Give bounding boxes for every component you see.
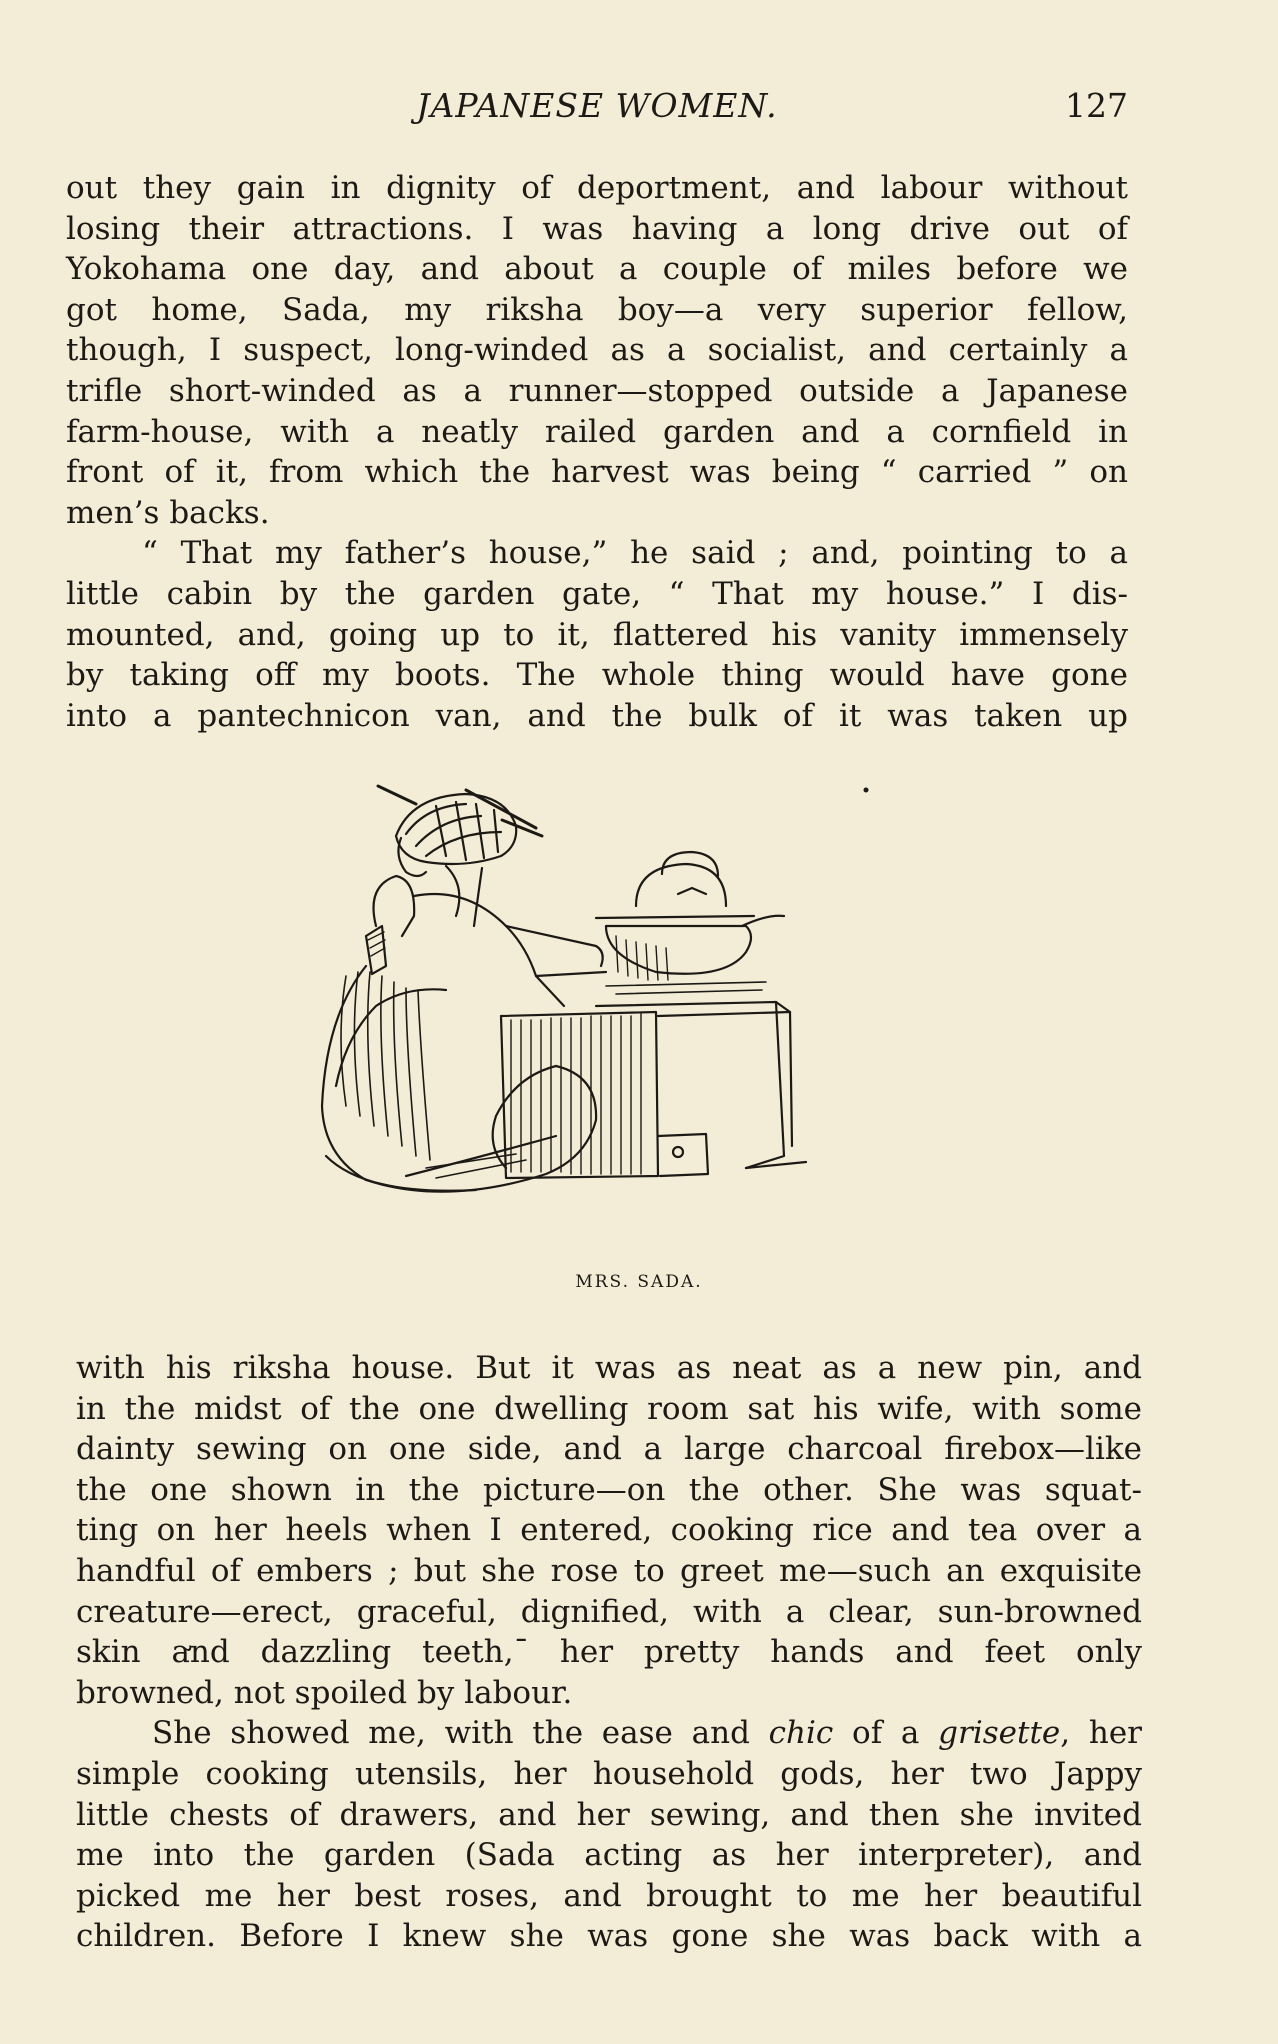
text-line: simple cooking utensils, her household gods, her two Jappy xyxy=(76,1755,1142,1792)
italic-word-chic: chic xyxy=(768,1715,834,1752)
text-line: Yokohama one day, and about a couple of miles before we xyxy=(66,251,1128,288)
text-line: farm-house, with a neatly railed garden and a cornfield in xyxy=(66,413,1128,450)
text-line: by taking off my boots. The whole thing would have gone xyxy=(66,657,1128,694)
page-header xyxy=(66,86,1128,136)
ink-dot xyxy=(864,788,869,793)
text-run: of a xyxy=(833,1715,939,1752)
text-line: got home, Sada, my riksha boy—a very superior fellow, xyxy=(66,291,1128,328)
text-run: She showed me, with the ease and xyxy=(152,1715,769,1752)
text-line: men’s backs. xyxy=(66,494,270,531)
text-line: though, I suspect, long-winded as a socialist, and certainly a xyxy=(66,332,1128,369)
text-line: little cabin by the garden gate, “ That my house.” I dis- xyxy=(66,575,1128,612)
text-line-she-showed xyxy=(76,1713,1142,1754)
text-line: losing their attractions. I was having a long drive out of xyxy=(66,210,1128,247)
text-line: with his riksha house. But it was as neat as a new pin, and xyxy=(76,1350,1142,1386)
text-line: dainty sewing on one side, and a large charcoal firebox—like xyxy=(76,1431,1142,1468)
italic-word-grisette: grisette xyxy=(938,1715,1061,1752)
text-line: browned, not spoiled by labour. xyxy=(76,1674,573,1711)
text-line: out they gain in dignity of deportment, and labour without xyxy=(66,170,1128,206)
text-line: children. Before I knew she was gone she was back with a xyxy=(76,1918,1142,1955)
text-line: me into the garden (Sada acting as her interpreter), and xyxy=(76,1837,1142,1874)
text-run: , her xyxy=(1060,1715,1142,1752)
hair-drawing xyxy=(378,786,542,876)
figure-drawing xyxy=(322,866,606,1192)
text-block-bottom xyxy=(76,1348,1142,1957)
text-line: the one shown in the picture—on the other. She was squat- xyxy=(76,1471,1142,1508)
text-line: trifle short-winded as a runner—stopped outside a Japanese xyxy=(66,372,1128,409)
firebox-drawing xyxy=(501,1002,806,1178)
running-title: JAPANESE WOMEN. xyxy=(416,86,778,125)
text-line: little chests of drawers, and her sewing, and then she invited xyxy=(76,1796,1142,1833)
illustration-mrs-sada xyxy=(306,776,906,1276)
text-line: mounted, and, going up to it, flattered his vanity immensely xyxy=(66,616,1128,653)
text-line: creature—erect, graceful, dignified, with a clear, sun-browned xyxy=(76,1593,1142,1630)
text-line: front of it, from which the harvest was being “ carried ” on xyxy=(66,454,1128,491)
page-number: 127 xyxy=(1065,86,1128,125)
text-line: “ That my father’s house,” he said ; and, pointing to a xyxy=(142,535,1128,572)
text-line: picked me her best roses, and brought to me her beautiful xyxy=(76,1877,1142,1914)
text-line: into a pantechnicon van, and the bulk of it was taken up xyxy=(66,697,1128,734)
text-line: handful of embers ; but she rose to greet me—such an exquisite xyxy=(76,1552,1142,1589)
kettle-drawing xyxy=(596,852,784,994)
text-line: skin a̛nd dazzling teeth,ˉ her pretty hands and feet only xyxy=(76,1634,1142,1671)
figure-caption: MRS. SADA. xyxy=(575,1272,703,1292)
text-line: ting on her heels when I entered, cooking rice and tea over a xyxy=(76,1512,1142,1549)
text-line: in the midst of the one dwelling room sat his wife, with some xyxy=(76,1390,1142,1427)
text-block-top xyxy=(66,168,1128,736)
